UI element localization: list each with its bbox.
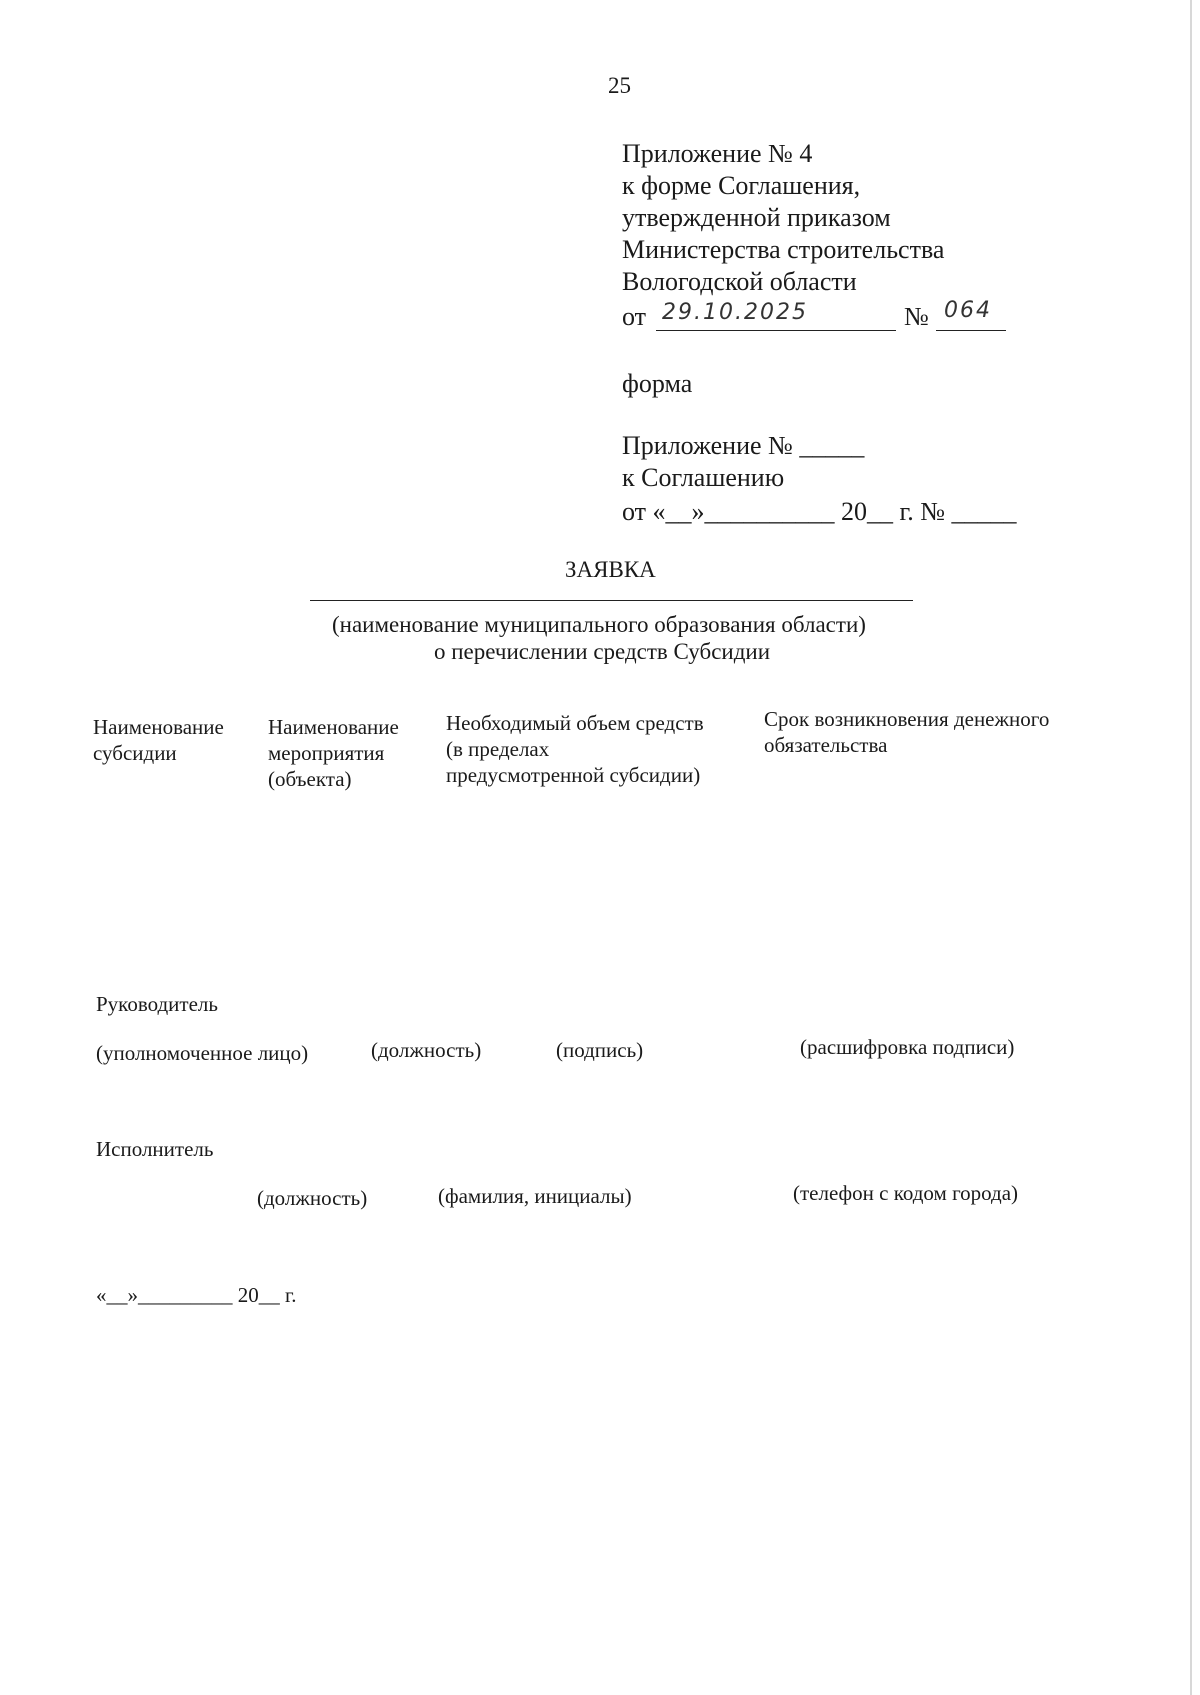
appendix-line-3: утвержденной приказом	[622, 203, 891, 232]
header-line: Срок возникновения денежного	[764, 707, 1050, 731]
date-line: «__»_________ 20__ г.	[96, 1283, 297, 1307]
header-line: обязательства	[764, 733, 888, 757]
header-line: Наименование	[268, 715, 399, 739]
head-label: Руководитель	[96, 992, 218, 1016]
header-line: (в пределах	[446, 737, 550, 761]
caption-signature-transcript: (расшифровка подписи)	[800, 1035, 1015, 1059]
header-line: (объекта)	[268, 767, 352, 791]
appendix-number-field	[936, 298, 1006, 331]
subtitle-municipality-caption: (наименование муниципального образования области)	[332, 612, 866, 637]
appendix-date-field	[656, 298, 896, 331]
appendix-line-5: Вологодской области	[622, 267, 857, 296]
header-line: Необходимый объем средств	[446, 711, 704, 735]
agreement-line-2: к Соглашению	[622, 463, 785, 492]
handwritten-number: 064	[944, 298, 992, 323]
document-title: ЗАЯВКА	[565, 557, 656, 582]
municipality-name-line	[310, 600, 913, 601]
appendix-line-4: Министерства строительства	[622, 235, 945, 264]
scan-edge	[1190, 0, 1192, 1695]
appendix-number-sign: №	[904, 302, 929, 331]
appendix-line-1: Приложение № 4	[622, 139, 813, 168]
agreement-line-1: Приложение № _____	[622, 431, 865, 460]
appendix-date-prefix: от	[622, 302, 647, 331]
caption-signature: (подпись)	[556, 1038, 644, 1062]
executor-label: Исполнитель	[96, 1137, 214, 1161]
header-line: мероприятия	[268, 741, 385, 765]
caption-executor-name: (фамилия, инициалы)	[438, 1184, 632, 1208]
caption-authorized-person: (уполномоченное лицо)	[96, 1041, 309, 1065]
header-required-amount	[446, 710, 704, 788]
form-label: форма	[622, 369, 693, 398]
header-line: субсидии	[93, 741, 177, 765]
caption-executor-phone: (телефон с кодом города)	[793, 1181, 1019, 1205]
header-activity-name	[268, 714, 399, 792]
header-line: предусмотренной субсидии)	[446, 763, 701, 787]
caption-head-position: (должность)	[371, 1038, 482, 1062]
agreement-line-3: от «__»__________ 20__ г. № _____	[622, 497, 1017, 526]
header-subsidy-name	[93, 714, 224, 766]
page-number: 25	[608, 73, 631, 98]
caption-executor-position: (должность)	[257, 1186, 368, 1210]
header-obligation-date	[764, 706, 1049, 758]
header-line: Наименование	[93, 715, 224, 739]
subtitle-transfer: о перечислении средств Субсидии	[434, 639, 771, 664]
appendix-line-2: к форме Соглашения,	[622, 171, 861, 200]
handwritten-date: 29.10.2025	[662, 300, 808, 325]
